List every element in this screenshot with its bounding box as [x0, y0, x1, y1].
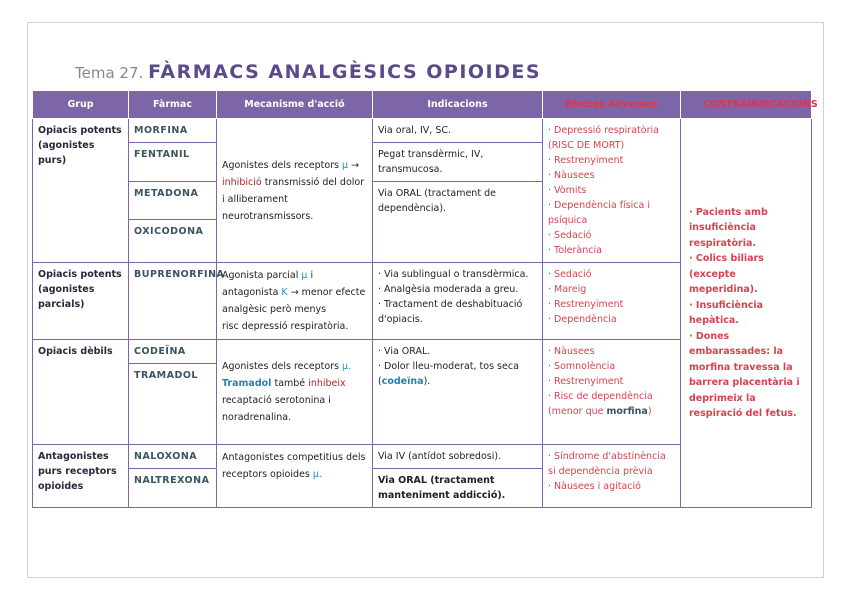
- mec-text: transmissió del dolor i alliberament neurotransmissors.: [222, 176, 365, 222]
- title-main: FÀRMACS ANALGÈSICS OPIOIDES: [148, 61, 542, 83]
- efecte-item: · Restrenyiment: [548, 155, 624, 166]
- farmac-naltrexona: NALTREXONA: [129, 469, 217, 508]
- farmac-tramadol: TRAMADOL: [129, 364, 217, 445]
- indicacio-item: · Via ORAL.: [378, 346, 431, 357]
- contra-item: · Colics biliars (excepte meperidina).: [689, 253, 764, 295]
- indicacio-item: · Analgèsia moderada a greu.: [378, 284, 519, 295]
- mu-symbol: μ.: [342, 361, 352, 372]
- header-mecanisme: Mecanisme d'acció: [217, 91, 373, 119]
- indicacio-item: · Tractament de deshabituació d'opiacis.: [378, 299, 523, 325]
- efectes-parcials: [543, 263, 681, 340]
- efecte-text: ): [647, 406, 652, 417]
- mec-text: → menor efecte analgèsic però menys: [222, 287, 366, 315]
- mec-text: Antagonistes competitius dels receptors opioides: [222, 452, 366, 480]
- grup-antagonistes: Antagonistes purs receptors opioides: [33, 445, 129, 508]
- indicacio-fentanil: Pegat transdèrmic, IV, transmucosa.: [373, 143, 543, 182]
- header-efectes: Efectes Adversos: [543, 91, 681, 119]
- table-row: [33, 119, 812, 143]
- efecte-item: · Dependència física i psíquica: [548, 200, 650, 226]
- header-contraindicacions: CONTRAINDICACIONS: [681, 91, 812, 119]
- grup-potents: Opiacis potents (agonistes purs): [33, 119, 129, 263]
- header-farmac: Fàrmac: [129, 91, 217, 119]
- efecte-item: · Depressió respiratòria (RISC DE MORT): [548, 125, 659, 151]
- codeina-text: codeïna: [381, 376, 424, 387]
- contra-item: · Pacients amb insuficiència respiratòria.: [689, 206, 768, 249]
- mec-text: Agonista parcial: [222, 270, 299, 281]
- arrow: →: [351, 159, 360, 171]
- efecte-text: · Risc de dependència (menor que: [548, 391, 653, 417]
- grup-parcials: Opiacis potents (agonistes parcials): [33, 263, 129, 340]
- mec-text: Agonistes dels receptors: [222, 159, 340, 171]
- farmac-buprenorfina: BUPRENORFINA: [129, 263, 217, 340]
- efecte-item: · Restrenyiment: [548, 299, 624, 310]
- mec-text: també: [274, 378, 306, 389]
- mu-symbol: μ.: [312, 469, 322, 480]
- efecte-item: · Vòmits: [548, 185, 587, 196]
- efectes-debils: [543, 340, 681, 445]
- efecte-item: · Tolerància: [548, 245, 602, 256]
- indicacio-naloxona: Via IV (antídot sobredosi).: [373, 445, 543, 469]
- indicacions-parcials: [373, 263, 543, 340]
- grup-debils: Opiacis dèbils: [33, 340, 129, 445]
- mu-symbol: μ: [342, 159, 349, 171]
- efecte-item: · Nàusees: [548, 170, 595, 181]
- indicacio-text: ).: [423, 376, 431, 387]
- farmac-oxicodona: OXICODONA: [129, 220, 217, 263]
- efecte-item: [548, 389, 675, 419]
- tramadol-text: Tramadol: [222, 378, 272, 389]
- farmac-codeina: CODEÏNA: [129, 340, 217, 364]
- efecte-item: · Mareig: [548, 284, 587, 295]
- efectes-antagonistes: [543, 445, 681, 508]
- opioid-table: [32, 90, 818, 508]
- efecte-item: · Sedació: [548, 230, 592, 241]
- mecanisme-debils: [217, 340, 373, 445]
- farmac-morfina: MORFINA: [129, 119, 217, 143]
- efectes-potents: [543, 119, 681, 263]
- page-title: [75, 61, 541, 83]
- indicacio-item: [378, 359, 537, 389]
- efecte-item: · Nàusees: [548, 346, 595, 357]
- indicacio-naltrexona: Via ORAL (tractament manteniment addicció).: [373, 469, 543, 508]
- efecte-item: · Somnolència: [548, 361, 616, 372]
- title-topic: Tema 27.: [75, 64, 144, 82]
- mec-text: risc depressió respiratòria.: [222, 321, 349, 332]
- header-indicacions: Indicacions: [373, 91, 543, 119]
- mec-text: recaptació serotonina i noradrenalina.: [222, 395, 331, 423]
- header-row: [33, 91, 812, 119]
- inhibicio-text: inhibició: [222, 176, 262, 188]
- indicacions-debils: [373, 340, 543, 445]
- kappa-symbol: K: [281, 287, 288, 298]
- indicacio-item: · Via sublingual o transdèrmica.: [378, 269, 529, 280]
- farmac-fentanil: FENTANIL: [129, 143, 217, 182]
- contra-item: · Insuficiència hepàtica.: [689, 299, 764, 326]
- mecanisme-antagonistes: [217, 445, 373, 508]
- mecanisme-parcials: [217, 263, 373, 340]
- indicacio-morfina: Via oral, IV, SC.: [373, 119, 543, 143]
- efecte-item: · Restrenyiment: [548, 376, 624, 387]
- mecanisme-potents: [217, 119, 373, 263]
- mu-symbol: μ: [301, 270, 308, 281]
- indicacio-text: · Dolor lleu-moderat, tos seca (: [378, 361, 519, 387]
- header-grup: Grup: [33, 91, 129, 119]
- inhibeix-text: inhibeix: [308, 378, 346, 389]
- contra-item: · Dones embarassades: la morfina travessa la barrera placentària i deprimeix la respiració del fetus.: [689, 330, 800, 419]
- indicacio-metadona: Via ORAL (tractament de dependència).: [373, 182, 543, 263]
- efecte-item: · Nàusees i agitació: [548, 481, 641, 492]
- farmac-metadona: METADONA: [129, 182, 217, 220]
- efecte-item: · Dependència: [548, 314, 617, 325]
- mec-text: i antagonista: [222, 270, 314, 298]
- morfina-text: morfina: [606, 406, 648, 417]
- farmac-naloxona: NALOXONA: [129, 445, 217, 469]
- efecte-item: · Sedació: [548, 269, 592, 280]
- contraindicacions: [681, 119, 812, 508]
- efecte-item: · Síndrome d'abstinència si dependència prèvia: [548, 451, 666, 477]
- mec-text: Agonistes dels receptors: [222, 361, 340, 372]
